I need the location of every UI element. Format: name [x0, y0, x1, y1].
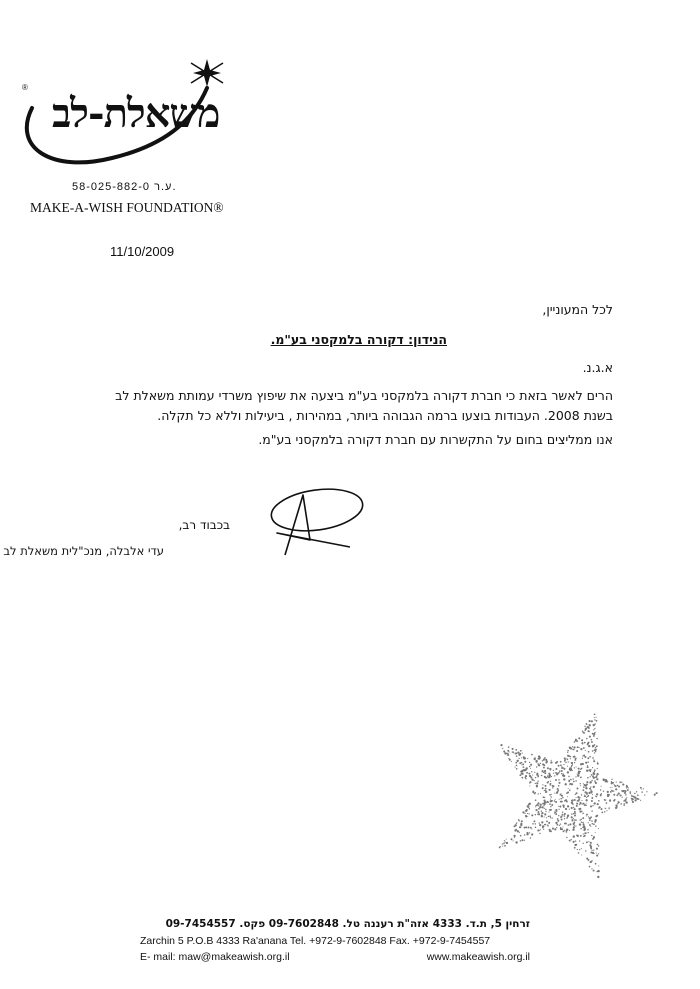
- greeting: א.ג.נ.: [582, 360, 613, 375]
- letter-date: 11/10/2009: [110, 244, 175, 259]
- registration-number: 58-025-882-0 ע.ר.: [72, 181, 177, 193]
- logo-hebrew-name: משאלת-לב: [52, 90, 220, 137]
- decorative-star-watermark: [440, 700, 690, 900]
- recipient-line: לכל המעוניין,: [542, 302, 613, 317]
- subject-line: הנידון: דקורה בלמקסני בע"מ.: [270, 332, 447, 347]
- footer-hebrew-address: זרחין 5, ת.ד. 4333 אזה"ת רעננה טל. 09-7602848 פקס. 09-7454557: [165, 918, 530, 930]
- svg-text:®: ®: [22, 83, 28, 92]
- body-paragraph-1: הרים לאשר בזאת כי חברת דקורה בלמקסני בע"מ ביצעה את שיפוץ משרדי עמותת משאלת לב בשנת 2008. העבודות בוצעו ברמה הגבוהה ביותר, במהירות , ביעילות וללא כל תקלה.: [115, 388, 613, 423]
- star-icon: [191, 59, 223, 87]
- foundation-name: MAKE-A-WISH FOUNDATION®: [30, 200, 224, 215]
- footer-website: www.makeawish.org.il: [426, 951, 530, 963]
- footer-email: E- mail: maw@makeawish.org.il: [140, 951, 290, 963]
- footer-english-address: Zarchin 5 P.O.B 4333 Ra'anana Tel. +972-9-7602848 Fax. +972-9-7454557: [140, 935, 491, 947]
- closing: בכבוד רב,: [178, 518, 230, 532]
- body-paragraph-2: אנו ממליצים בחום על התקשרות עם חברת דקורה בלמקסני בע"מ.: [258, 432, 613, 447]
- signer-name: עדי אלבלה, מנכ"לית משאלת לב: [3, 544, 164, 558]
- signature: [255, 485, 375, 565]
